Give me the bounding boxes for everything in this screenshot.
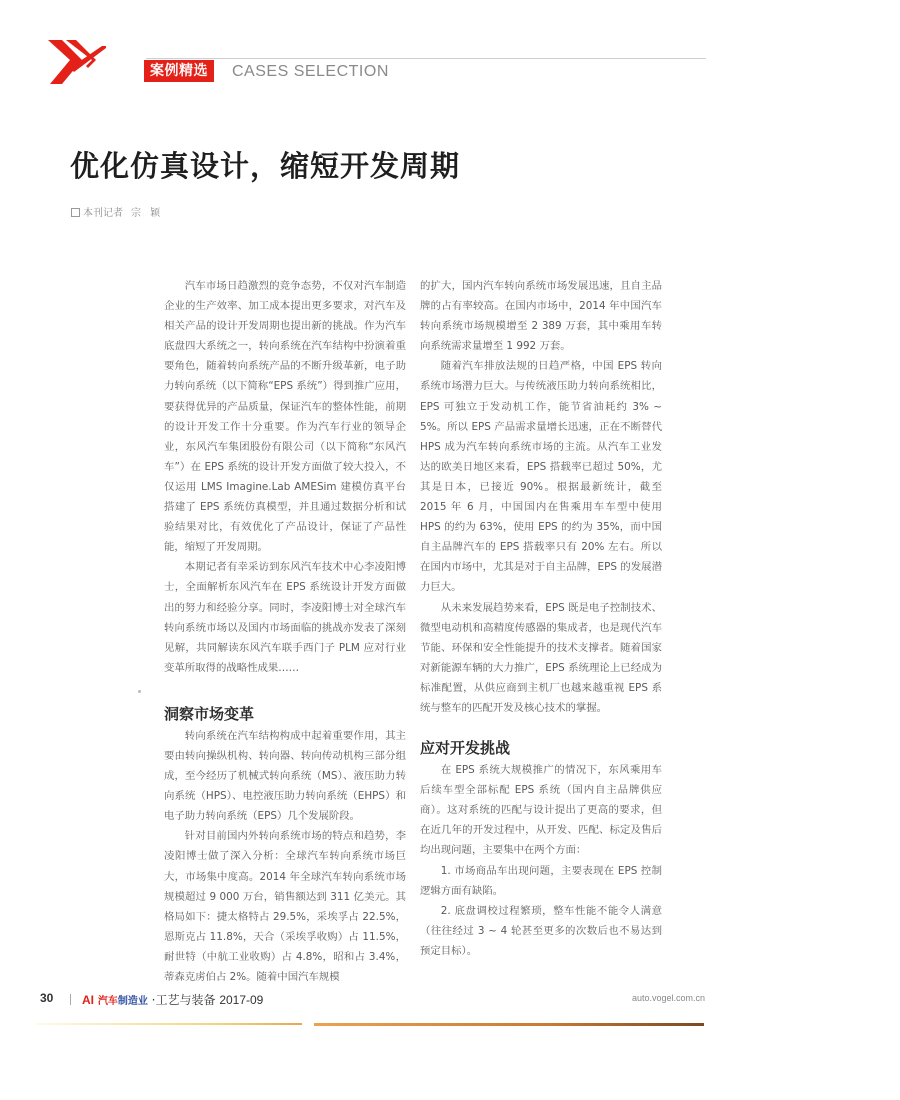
- paragraph: 转向系统在汽车结构构成中起着重要作用，其主要由转向操纵机构、转向器、转向传动机构三部分组成，至今经历了机械式转向系统（MS）、液压助力转向系统（HPS）、电控液压助力转向系统（EHPS）和电子助力转向系统（EPS）几个发展阶段。: [164, 729, 406, 823]
- decorative-dot: [138, 690, 141, 693]
- byline-author: 宗 颖: [131, 208, 164, 219]
- double-chevron-icon: [46, 38, 106, 88]
- byline-label: 本刊记者: [83, 208, 123, 219]
- section-tag-cn: 案例精选: [144, 60, 214, 82]
- magazine-section: ·工艺与装备: [151, 993, 216, 1007]
- page-number: 30: [40, 991, 54, 1005]
- spacer: [164, 678, 406, 702]
- paragraph: 在 EPS 系统大规模推广的情况下，东风乘用车后续车型全部标配 EPS 系统（国内自主品牌供应商）。这对系统的匹配与设计提出了更高的要求，但在近几年的开发过程中，从开发、匹配、标定及售后均出现问题，主要集中在两个方面：: [420, 764, 662, 857]
- magazine-name-blue: 制造业: [117, 996, 148, 1007]
- website-url: auto.vogel.com.cn: [631, 993, 705, 1003]
- left-column: [164, 276, 406, 987]
- section-tag-en: CASES SELECTION: [232, 63, 389, 80]
- article-title: 优化仿真设计，缩短开发周期: [70, 149, 461, 183]
- list-item: 2. 底盘调校过程繁琐，整车性能不能令人满意（往往经过 3 ~ 4 轮甚至更多的次数后也不易达到预定目标）。: [420, 904, 662, 957]
- paragraph: 汽车市场日趋激烈的竞争态势，不仅对汽车制造企业的生产效率、加工成本提出更多要求，对汽车及相关产品的设计开发周期也提出新的挑战。作为汽车底盘四大系统之一，转向系统在汽车结构中扮演着重要角色，随着转向系统产品的不断升级革新，电子助力转向系统（以下简称“EPS 系统”）得到推广应用，要获得优异的产品质量，保证汽车的整体性能，前期的设计开发工作十分重要。作为汽车行业的领导企业，东风汽车集团股份有限公司（以下简称“东风汽车”）在 EPS 系统的设计开发方面做了较大投入，不仅运用 LMS Imagine.Lab AMESim 建模仿真平台搭建了 EPS 系统仿真模型，并且通过数据分析和试验结果对比，有效优化了产品设计，保证了产品性能，缩短了开发周期。: [164, 280, 406, 554]
- footer-rule: [36, 1023, 302, 1025]
- magazine-name: [82, 991, 263, 1008]
- header-rule: [146, 58, 706, 59]
- magazine-name-red: 汽车: [97, 996, 118, 1007]
- page-footer: [40, 991, 705, 1009]
- list-item: 1. 市场商品车出现问题，主要表现在 EPS 控制逻辑方面有缺陷。: [420, 864, 662, 897]
- spacer: [420, 718, 662, 736]
- right-column: [420, 276, 662, 961]
- footer-separator: [70, 994, 71, 1005]
- issue-date: 2017-09: [219, 993, 264, 1007]
- section-heading: 洞察市场变革: [164, 704, 255, 723]
- paragraph: 的扩大，国内汽车转向系统市场发展迅速，且自主品牌的占有率较高。在国内市场中，2014 年中国汽车转向系统市场规模增至 2 389 万套，其中乘用车转向系统需求量增至 1 992 万套。: [420, 280, 662, 353]
- paragraph: 针对目前国内外转向系统市场的特点和趋势，李凌阳博士做了深入分析：全球汽车转向系统市场巨大，市场集中度高。2014 年全球汽车转向系统市场规模超过 9 000 万台，销售额达到 311 亿美元。其格局如下：捷太格特占 29.5%，采埃孚占 22.5%，恩斯克占 11.8%，天合（采埃孚收购）占 11.5%，耐世特（中航工业收购）占 4.8%，昭和占 3.4%，蒂森克虏伯占 2%。随着中国汽车规模: [164, 830, 406, 983]
- paragraph: 随着汽车排放法规的日趋严格，中国 EPS 转向系统市场潜力巨大。与传统液压助力转向系统相比，EPS 可独立于发动机工作，能节省油耗约 3% ~ 5%。所以 EPS 产品需求量增长迅速，正在不断替代 HPS 成为汽车转向系统市场的主流。从汽车工业发达的欧美日地区来看，EPS 搭载率已超过 50%，尤其是日本，已接近 90%。根据最新统计，截至 2015 年 6 月，中国国内在售乘用车车型中使用 HPS 的约为 63%，使用 EPS 的约为 35%，而中国自主品牌汽车的 EPS 搭载率只有 20% 左右。所以在国内市场中，尤其是对于自主品牌，EPS 的发展潜力巨大。: [420, 360, 662, 594]
- magazine-ai: AI: [82, 993, 94, 1007]
- byline: [71, 204, 163, 219]
- paragraph: 本期记者有幸采访到东风汽车技术中心李凌阳博士，全面解析东风汽车在 EPS 系统设计开发方面做出的努力和经验分享。同时，李凌阳博士对全球汽车转向系统市场以及国内市场面临的挑战亦发表了深刻见解，共同解读东风汽车联手西门子 PLM 应对行业变革所取得的战略性成果……: [164, 561, 406, 674]
- paragraph: 从未来发展趋势来看，EPS 既是电子控制技术、微型电动机和高精度传感器的集成者，也是现代汽车节能、环保和安全性能提升的技术支撑者。随着国家对新能源车辆的大力推广，EPS 系统理论上已经成为标准配置，从供应商到主机厂也越来越重视 EPS 系统与整车的匹配开发及核心技术的掌握。: [420, 601, 662, 714]
- footer-rule: [314, 1023, 704, 1026]
- section-heading: 应对开发挑战: [420, 739, 511, 758]
- byline-box-icon: [71, 208, 80, 217]
- section-header: [46, 38, 706, 88]
